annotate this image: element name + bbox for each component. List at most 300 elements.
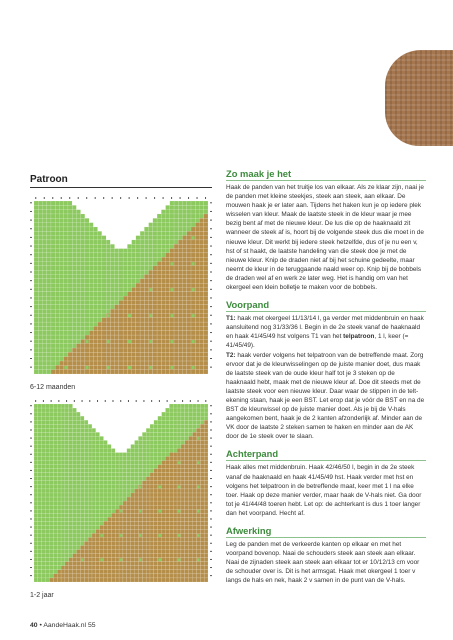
- chart-stitch: [187, 266, 191, 270]
- chart-stitch: [181, 424, 185, 428]
- chart-stitch: [153, 352, 157, 356]
- chart-stitch: [149, 218, 153, 222]
- chart-stitch: [100, 404, 104, 408]
- chart-stitch: [170, 218, 174, 222]
- chart-stitch: [196, 521, 200, 525]
- chart-stitch: [42, 348, 46, 352]
- chart-stitch: [127, 424, 131, 428]
- chart-stitch: [77, 412, 81, 416]
- chart-stitch: [127, 570, 131, 574]
- chart-stitch: [77, 570, 81, 574]
- chart-stitch: [102, 210, 106, 214]
- chart-stitch: [146, 404, 150, 408]
- chart-stitch: [106, 322, 110, 326]
- chart-stitch: [138, 412, 142, 416]
- chart-stitch: [177, 578, 181, 582]
- chart-stitch: [177, 432, 181, 436]
- chart-stitch: [144, 352, 148, 356]
- chart-stitch: [193, 493, 197, 497]
- chart-stitch: [98, 266, 102, 270]
- chart-stitch: [170, 244, 174, 248]
- chart-stitch: [132, 231, 136, 235]
- chart-stitch: [61, 566, 65, 570]
- chart-stitch: [69, 428, 73, 432]
- chart-stitch: [72, 227, 76, 231]
- chart-stitch: [119, 370, 123, 374]
- chart-stitch: [191, 244, 195, 248]
- chart-stitch: [61, 538, 65, 542]
- chart-stitch: [85, 253, 89, 257]
- chart-tick-top: [143, 400, 144, 402]
- chart-stitch: [161, 344, 165, 348]
- chart-stitch: [204, 283, 208, 287]
- chart-stitch: [178, 331, 182, 335]
- chart-stitch: [34, 428, 38, 432]
- chart-stitch: [59, 231, 63, 235]
- chart-stitch: [92, 481, 96, 485]
- chart-tick-top: [174, 400, 175, 402]
- chart-stitch: [47, 218, 51, 222]
- chart-stitch: [51, 348, 55, 352]
- chart-stitch: [127, 288, 131, 292]
- section-paragraph: [226, 351, 426, 442]
- chart-stitch: [64, 348, 68, 352]
- chart-stitch: [47, 236, 51, 240]
- chart-stitch: [173, 424, 177, 428]
- chart-stitch: [138, 453, 142, 457]
- chart-stitch: [127, 326, 131, 330]
- chart-stitch: [102, 266, 106, 270]
- chart-stitch: [204, 412, 208, 416]
- chart-stitch: [123, 322, 127, 326]
- chart-stitch: [170, 253, 174, 257]
- chart-stitch: [96, 521, 100, 525]
- chart-stitch: [165, 408, 169, 412]
- chart-stitch: [104, 546, 108, 550]
- chart-stitch: [55, 210, 59, 214]
- chart-stitch: [84, 509, 88, 513]
- chart-tick-top: [95, 197, 96, 199]
- chart-stitch: [107, 428, 111, 432]
- chart-stitch: [61, 485, 65, 489]
- chart-stitch: [162, 574, 166, 578]
- chart-stitch: [127, 262, 131, 266]
- chart-stitch: [166, 309, 170, 313]
- chart-stitch: [69, 533, 73, 537]
- chart-stitch: [47, 279, 51, 283]
- chart-tick-right: [210, 228, 212, 229]
- chart-stitch: [127, 236, 131, 240]
- chart-stitch: [100, 509, 104, 513]
- chart-stitch: [65, 566, 69, 570]
- chart-stitch: [65, 457, 69, 461]
- chart-stitch: [153, 361, 157, 365]
- chart-stitch: [177, 566, 181, 570]
- chart-stitch: [131, 505, 135, 509]
- chart-stitch: [64, 227, 68, 231]
- chart-stitch: [123, 201, 127, 205]
- chart-stitch: [55, 257, 59, 261]
- chart-stitch: [174, 205, 178, 209]
- chart-stitch: [73, 493, 77, 497]
- chart-stitch: [104, 509, 108, 513]
- chart-stitch: [51, 288, 55, 292]
- chart-stitch: [132, 201, 136, 205]
- chart-stitch: [111, 404, 115, 408]
- chart-tick-right: [210, 559, 212, 560]
- chart-stitch: [157, 270, 161, 274]
- chart-stitch: [84, 428, 88, 432]
- chart-stitch: [76, 348, 80, 352]
- chart-stitch: [138, 529, 142, 533]
- chart-stitch: [59, 348, 63, 352]
- chart-stitch: [183, 331, 187, 335]
- chart-stitch: [165, 529, 169, 533]
- chart-stitch: [51, 231, 55, 235]
- chart-stitch: [104, 473, 108, 477]
- chart-stitch: [204, 288, 208, 292]
- chart-stitch: [165, 525, 169, 529]
- chart-stitch: [183, 227, 187, 231]
- chart-stitch: [111, 465, 115, 469]
- chart-stitch: [38, 352, 42, 356]
- chart-stitch: [183, 249, 187, 253]
- chart-stitch: [195, 296, 199, 300]
- chart-stitch: [96, 517, 100, 521]
- chart-stitch: [106, 244, 110, 248]
- chart-stitch: [183, 361, 187, 365]
- chart-stitch: [127, 497, 131, 501]
- chart-stitch: [165, 501, 169, 505]
- chart-stitch: [93, 339, 97, 343]
- chart-stitch: [178, 227, 182, 231]
- chart-stitch: [81, 292, 85, 296]
- chart-bobble-dot: [139, 558, 142, 561]
- chart-stitch: [106, 331, 110, 335]
- chart-stitch: [177, 416, 181, 420]
- chart-stitch: [77, 473, 81, 477]
- chart-stitch: [68, 244, 72, 248]
- chart-stitch: [154, 485, 158, 489]
- chart-stitch: [185, 473, 189, 477]
- chart-stitch: [135, 578, 139, 582]
- chart-stitch: [81, 300, 85, 304]
- chart-stitch: [195, 253, 199, 257]
- chart-stitch: [111, 428, 115, 432]
- chart-stitch: [173, 440, 177, 444]
- chart-stitch: [38, 424, 42, 428]
- chart-stitch: [57, 424, 61, 428]
- chart-stitch: [93, 309, 97, 313]
- chart-stitch: [162, 416, 166, 420]
- chart-stitch: [68, 361, 72, 365]
- chart-stitch: [169, 428, 173, 432]
- chart-stitch: [47, 210, 51, 214]
- chart-stitch: [55, 236, 59, 240]
- chart-bobble-dot: [178, 486, 181, 489]
- chart-stitch: [76, 300, 80, 304]
- chart-stitch: [136, 300, 140, 304]
- chart-stitch: [59, 240, 63, 244]
- chart-stitch: [77, 432, 81, 436]
- chart-stitch: [49, 501, 53, 505]
- chart-stitch: [85, 300, 89, 304]
- chart-stitch: [132, 344, 136, 348]
- chart-stitch: [162, 517, 166, 521]
- chart-stitch: [81, 270, 85, 274]
- chart-stitch: [34, 244, 38, 248]
- chart-stitch: [84, 546, 88, 550]
- chart-stitch: [34, 266, 38, 270]
- chart-stitch: [49, 546, 53, 550]
- chart-stitch: [123, 521, 127, 525]
- chart-stitch: [73, 424, 77, 428]
- chart-stitch: [154, 432, 158, 436]
- chart-stitch: [55, 365, 59, 369]
- chart-stitch: [104, 440, 108, 444]
- chart-stitch: [38, 566, 42, 570]
- chart-stitch: [154, 574, 158, 578]
- chart-stitch: [98, 309, 102, 313]
- chart-stitch: [183, 344, 187, 348]
- chart-stitch: [96, 489, 100, 493]
- chart-stitch: [59, 352, 63, 356]
- chart-stitch: [123, 493, 127, 497]
- chart-stitch: [34, 513, 38, 517]
- chart-stitch: [178, 214, 182, 218]
- chart-stitch: [183, 309, 187, 313]
- chart-stitch: [73, 404, 77, 408]
- chart-stitch: [72, 205, 76, 209]
- chart-stitch: [193, 562, 197, 566]
- chart-stitch: [42, 318, 46, 322]
- chart-stitch: [59, 326, 63, 330]
- chart-stitch: [73, 501, 77, 505]
- chart-stitch: [123, 404, 127, 408]
- chart-stitch: [47, 309, 51, 313]
- chart-stitch: [177, 428, 181, 432]
- chart-stitch: [61, 453, 65, 457]
- chart-stitch: [38, 550, 42, 554]
- chart-stitch: [191, 201, 195, 205]
- chart-bobble-dot: [149, 340, 152, 343]
- chart-stitch: [177, 477, 181, 481]
- chart-stitch: [93, 240, 97, 244]
- chart-stitch: [157, 365, 161, 369]
- chart-bobble-dot: [107, 340, 110, 343]
- chart-stitch: [158, 453, 162, 457]
- chart-stitch: [127, 493, 131, 497]
- chart-stitch: [77, 465, 81, 469]
- chart-stitch: [144, 344, 148, 348]
- chart-stitch: [55, 357, 59, 361]
- chart-stitch: [42, 408, 46, 412]
- chart-stitch: [200, 408, 204, 412]
- chart-stitch: [169, 554, 173, 558]
- chart-stitch: [47, 344, 51, 348]
- chart-bobble-dot: [100, 534, 103, 537]
- chart-stitch: [153, 292, 157, 296]
- chart-stitch: [183, 201, 187, 205]
- chart-stitch: [140, 223, 144, 227]
- chart-stitch: [132, 365, 136, 369]
- chart-stitch: [177, 473, 181, 477]
- chart-stitch: [84, 566, 88, 570]
- chart-stitch: [200, 485, 204, 489]
- chart-stitch: [77, 501, 81, 505]
- chart-stitch: [204, 305, 208, 309]
- chart-stitch: [100, 546, 104, 550]
- chart-stitch: [102, 300, 106, 304]
- chart-stitch: [144, 292, 148, 296]
- chart-stitch: [174, 309, 178, 313]
- chart-stitch: [149, 201, 153, 205]
- chart-stitch: [150, 578, 154, 582]
- chart-stitch: [38, 542, 42, 546]
- chart-stitch: [61, 497, 65, 501]
- chart-stitch: [47, 296, 51, 300]
- chart-stitch: [65, 453, 69, 457]
- chart-stitch: [61, 481, 65, 485]
- chart-stitch: [127, 489, 131, 493]
- chart-stitch: [165, 533, 169, 537]
- chart-stitch: [98, 210, 102, 214]
- chart-stitch: [98, 236, 102, 240]
- chart-stitch: [107, 554, 111, 558]
- chart-stitch: [123, 453, 127, 457]
- chart-stitch: [173, 453, 177, 457]
- chart-stitch: [185, 517, 189, 521]
- chart-stitch: [149, 335, 153, 339]
- chart-stitch: [153, 300, 157, 304]
- chart-stitch: [154, 444, 158, 448]
- chart-stitch: [64, 270, 68, 274]
- chart-stitch: [185, 477, 189, 481]
- chart-stitch: [204, 236, 208, 240]
- chart-stitch: [59, 309, 63, 313]
- chart-stitch: [191, 357, 195, 361]
- chart-stitch: [73, 461, 77, 465]
- chart-stitch: [138, 408, 142, 412]
- chart-stitch: [150, 521, 154, 525]
- chart-stitch: [150, 473, 154, 477]
- chart-stitch: [38, 461, 42, 465]
- chart-stitch: [127, 344, 131, 348]
- chart-stitch: [200, 469, 204, 473]
- chart-stitch: [146, 542, 150, 546]
- chart-stitch: [49, 538, 53, 542]
- chart-stitch: [57, 404, 61, 408]
- chart-stitch: [100, 525, 104, 529]
- chart-stitch: [132, 318, 136, 322]
- chart-stitch: [111, 509, 115, 513]
- chart-stitch: [88, 570, 92, 574]
- chart-stitch: [34, 529, 38, 533]
- chart-stitch: [193, 436, 197, 440]
- chart-stitch: [142, 566, 146, 570]
- chart-stitch: [165, 457, 169, 461]
- chart-stitch: [173, 570, 177, 574]
- chart-tick-left: [30, 297, 32, 298]
- chart-stitch: [177, 562, 181, 566]
- chart-stitch: [64, 322, 68, 326]
- chart-stitch: [138, 481, 142, 485]
- chart-stitch: [107, 424, 111, 428]
- chart-stitch: [161, 231, 165, 235]
- chart-stitch: [34, 521, 38, 525]
- chart-stitch: [200, 404, 204, 408]
- chart-stitch: [142, 542, 146, 546]
- chart-stitch: [140, 270, 144, 274]
- chart-stitch: [185, 497, 189, 501]
- chart-stitch: [84, 558, 88, 562]
- chart-stitch: [57, 457, 61, 461]
- chart-stitch: [42, 292, 46, 296]
- chart-stitch: [136, 262, 140, 266]
- chart-stitch: [127, 292, 131, 296]
- chart-bobble-dot: [178, 510, 181, 513]
- chart-stitch: [80, 570, 84, 574]
- chart-stitch: [127, 453, 131, 457]
- chart-stitch: [69, 420, 73, 424]
- chart-stitch: [42, 525, 46, 529]
- chart-stitch: [187, 309, 191, 313]
- chart-1-2-years-grid: [28, 398, 214, 588]
- chart-stitch: [154, 436, 158, 440]
- chart-stitch: [89, 283, 93, 287]
- chart-stitch: [140, 352, 144, 356]
- chart-stitch: [150, 436, 154, 440]
- chart-stitch: [85, 309, 89, 313]
- chart-stitch: [123, 501, 127, 505]
- chart-stitch: [196, 473, 200, 477]
- chart-stitch: [106, 283, 110, 287]
- chart-stitch: [72, 210, 76, 214]
- chart-stitch: [166, 313, 170, 317]
- chart-stitch: [153, 262, 157, 266]
- chart-stitch: [42, 283, 46, 287]
- chart-stitch: [98, 214, 102, 218]
- chart-stitch: [189, 408, 193, 412]
- chart-stitch: [135, 453, 139, 457]
- chart-stitch: [34, 210, 38, 214]
- chart-stitch: [189, 566, 193, 570]
- chart-stitch: [204, 477, 208, 481]
- chart-stitch: [92, 546, 96, 550]
- chart-stitch: [149, 236, 153, 240]
- chart-stitch: [77, 533, 81, 537]
- chart-stitch: [200, 201, 204, 205]
- chart-stitch: [73, 578, 77, 582]
- chart-stitch: [169, 517, 173, 521]
- chart-stitch: [178, 266, 182, 270]
- chart-tick-top: [112, 197, 113, 199]
- chart-stitch: [42, 370, 46, 374]
- chart-stitch: [106, 262, 110, 266]
- chart-stitch: [107, 517, 111, 521]
- chart-stitch: [132, 335, 136, 339]
- chart-stitch: [165, 554, 169, 558]
- chart-stitch: [115, 461, 119, 465]
- chart-stitch: [111, 493, 115, 497]
- chart-stitch: [38, 283, 42, 287]
- chart-stitch: [38, 331, 42, 335]
- chart-stitch: [119, 513, 123, 517]
- chart-stitch: [38, 408, 42, 412]
- chart-stitch: [53, 449, 57, 453]
- chart-stitch: [34, 335, 38, 339]
- chart-stitch: [193, 538, 197, 542]
